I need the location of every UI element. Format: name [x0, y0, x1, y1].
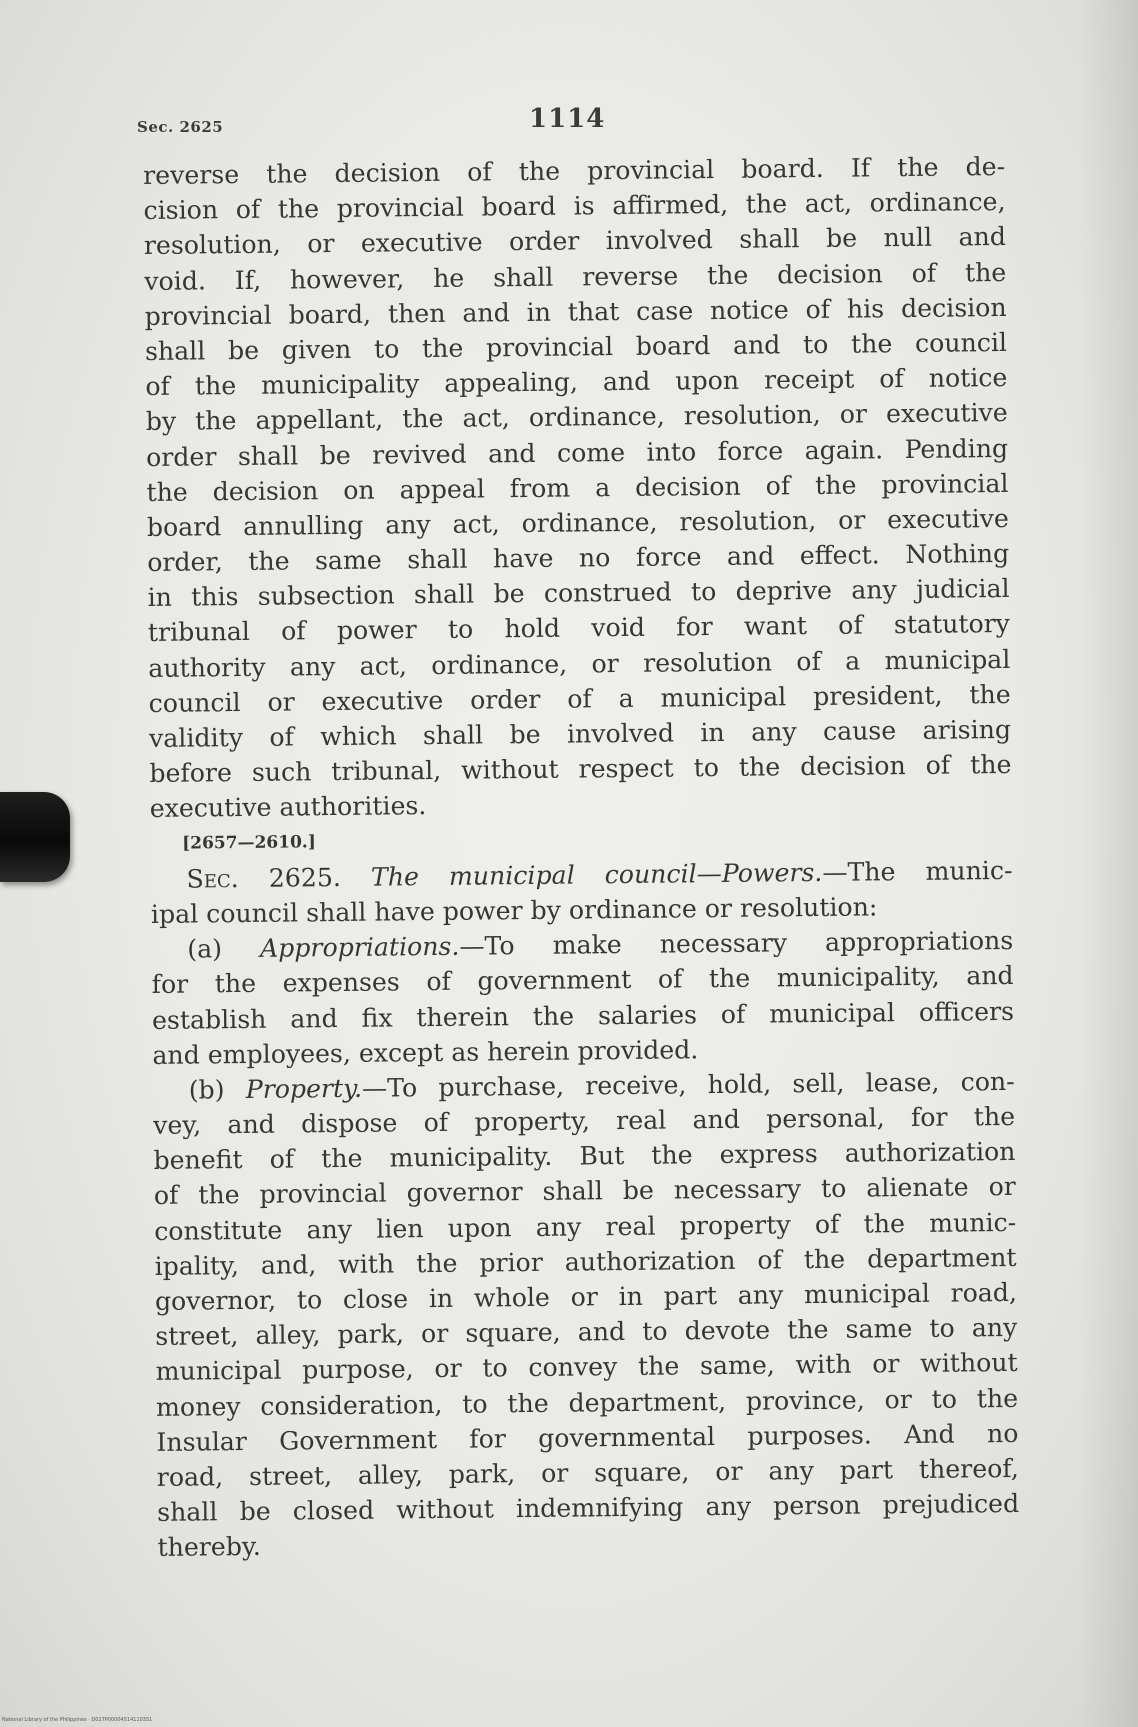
- section-number: 2625.: [268, 862, 342, 893]
- text-line: board annulling any act, ordinance, resolution, or executive: [146, 503, 1009, 542]
- body-text: [143, 149, 1020, 1565]
- page-number: 1114: [529, 104, 606, 134]
- text-line: of the municipality appealing, and upon receipt of notice: [145, 363, 1008, 402]
- binder-tab: [0, 792, 70, 882]
- subsection-b-title: Property.: [245, 1073, 363, 1104]
- subsection-b-label: (b): [188, 1075, 225, 1105]
- text-line: Insular Government for governmental purposes. And no: [156, 1418, 1019, 1457]
- text-line: for the expenses of government of the municipality, and: [151, 961, 1014, 1000]
- text-line: provincial board, then and in that case notice of his decision: [144, 292, 1007, 331]
- text-line: before such tribunal, without respect to the decision of the: [149, 750, 1012, 789]
- text-line: tribunal of power to hold void for want of statutory: [147, 609, 1011, 648]
- text-line: vey, and dispose of property, real and personal, for the: [152, 1101, 1016, 1141]
- subsection-b-text: —To purchase, receive, hold, sell, lease, con-: [361, 1066, 1015, 1103]
- section-prefix: Sec.: [186, 863, 239, 894]
- text-line: shall be closed without indemnifying any person prejudiced: [157, 1489, 1020, 1528]
- text-line: cision of the provincial board is affirmed, the act, ordinance,: [143, 187, 1006, 226]
- text-line: in this subsection shall be construed to deprive any judicial: [147, 574, 1010, 613]
- subsection-a-text: —To make necessary appropriations: [459, 926, 1014, 961]
- text-line: council or executive order of a municipal president, the: [148, 679, 1011, 718]
- text-line: thereby.: [157, 1532, 261, 1563]
- text-line: order shall be revived and come into force again. Pending: [145, 433, 1009, 472]
- text-line: governor, to close in whole or in part any municipal road,: [154, 1277, 1018, 1316]
- text-line: and employees, except as herein provided.: [152, 1034, 699, 1070]
- text-line: validity of which shall be involved in any cause arising: [148, 714, 1012, 753]
- running-section-label: Sec. 2625: [137, 118, 224, 136]
- page-edge-shadow: [1078, 0, 1138, 1727]
- text-line: void. If, however, he shall reverse the decision of the: [144, 257, 1007, 296]
- section-title: The municipal council—Powers.: [370, 857, 823, 892]
- text-line: constitute any lien upon any real property of the munic-: [154, 1207, 1017, 1246]
- text-line: money consideration, to the department, province, or to the: [155, 1383, 1019, 1422]
- subsection-a-title: Appropriations.: [259, 931, 460, 963]
- text-line: road, street, alley, park, or square, or any part thereof,: [156, 1453, 1019, 1492]
- scan-footer-tag: National Library of the Philippines · D027P000045141103S1: [2, 1717, 153, 1723]
- text-line: order, the same shall have no force and effect. Nothing: [147, 539, 1010, 578]
- text-line: authority any act, ordinance, or resolution of a municipal: [148, 644, 1011, 683]
- text-line: the decision on appeal from a decision of the provincial: [146, 468, 1009, 507]
- text-line: reverse the decision of the provincial board. If the de-: [143, 151, 1006, 190]
- text-line: ipal council shall have power by ordinance or resolution:: [150, 892, 878, 929]
- text-line: by the appellant, the act, ordinance, resolution, or executive: [145, 398, 1008, 437]
- text-line: resolution, or executive order involved shall be null and: [143, 222, 1007, 261]
- page-header: [137, 104, 1007, 144]
- section-heading-text: —The munic-: [822, 855, 1013, 887]
- text-line: executive authorities.: [149, 791, 427, 824]
- text-line: of the provincial governor shall be necessary to alienate or: [153, 1172, 1016, 1211]
- text-line: establish and fix therein the salaries of municipal officers: [151, 996, 1015, 1035]
- text-line: ipality, and, with the prior authorization of the department: [154, 1242, 1017, 1281]
- text-line: street, alley, park, or square, and to devote the same to any: [155, 1313, 1018, 1352]
- text-line: benefit of the municipality. But the express authorization: [153, 1137, 1016, 1176]
- legal-citation: [2657—2610.]: [182, 831, 316, 854]
- text-line: municipal purpose, or to convey the same, with or without: [155, 1348, 1018, 1387]
- text-line: shall be given to the provincial board and to the council: [144, 327, 1008, 366]
- subsection-a-label: (a): [187, 934, 223, 964]
